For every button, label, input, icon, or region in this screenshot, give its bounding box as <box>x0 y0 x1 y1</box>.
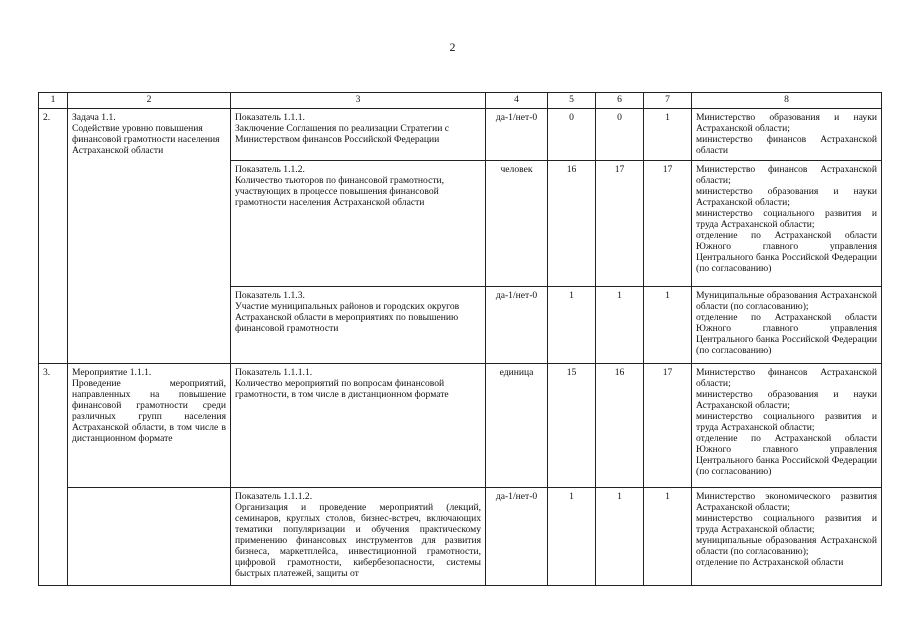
table-row <box>39 488 882 586</box>
value-cell-7: 17 <box>644 364 692 488</box>
indicator-cell <box>231 488 486 586</box>
column-header-6: 6 <box>596 93 644 109</box>
row-number-cell: 3. <box>39 364 68 586</box>
task-cell <box>68 109 231 364</box>
executor-text: Муниципальные образования Астраханской области (по согласованию); отделение по Астраханской области Южного главного управления Центрального банка Российской Федерации (по согласованию) <box>696 290 877 356</box>
row-number-cell: 2. <box>39 109 68 364</box>
column-header-4: 4 <box>486 93 548 109</box>
value-cell-7: 1 <box>644 109 692 161</box>
executor-text: Министерство экономического развития Астраханской области; министерство социального развития и труда Астраханской области; муниципальные образования Астраханской области (по согласованию); отделение по Астраханской области <box>696 491 877 568</box>
value-cell-7: 1 <box>644 488 692 586</box>
indicator-text: Показатель 1.1.2. Количество тьюторов по финансовой грамотности, участвующих в процессе повышения финансовой грамотности населения Астраханской области <box>235 164 445 208</box>
indicator-cell <box>231 109 486 161</box>
unit-cell: да-1/нет-0 <box>486 287 548 364</box>
unit-cell: человек <box>486 161 548 287</box>
value-cell-6: 17 <box>596 161 644 287</box>
value-cell-5: 1 <box>548 287 596 364</box>
value-cell-6: 0 <box>596 109 644 161</box>
table-header-row <box>39 93 882 109</box>
column-header-8: 8 <box>692 93 882 109</box>
indicator-cell <box>231 364 486 488</box>
page-number: 2 <box>449 40 456 54</box>
value-cell-6: 1 <box>596 488 644 586</box>
column-header-5: 5 <box>548 93 596 109</box>
task-cell-empty <box>68 488 231 586</box>
executor-cell <box>692 161 882 287</box>
executor-cell <box>692 287 882 364</box>
executor-cell <box>692 488 882 586</box>
value-cell-6: 16 <box>596 364 644 488</box>
unit-cell: да-1/нет-0 <box>486 109 548 161</box>
executor-cell <box>692 364 882 488</box>
value-cell-5: 1 <box>548 488 596 586</box>
value-cell-5: 0 <box>548 109 596 161</box>
table-row <box>39 364 882 488</box>
indicator-text: Показатель 1.1.1. Заключение Соглашения по реализации Стратегии с Министерством финансов Российской Федерации <box>235 112 450 145</box>
value-cell-6: 1 <box>596 287 644 364</box>
task-cell <box>68 364 231 488</box>
table-row <box>39 109 882 161</box>
indicator-cell <box>231 287 486 364</box>
value-cell-7: 17 <box>644 161 692 287</box>
unit-cell: единица <box>486 364 548 488</box>
indicator-text: Показатель 1.1.1.1. Количество мероприятий по вопросам финансовой грамотности, в том числе в дистанционном формате <box>235 367 449 400</box>
unit-cell: да-1/нет-0 <box>486 488 548 586</box>
indicator-text: Показатель 1.1.3. Участие муниципальных районов и городских округов Астраханской области в мероприятиях по повышению финансовой грамотности <box>235 290 460 334</box>
executor-cell <box>692 109 882 161</box>
task-text: Задача 1.1. Содействие уровню повышения финансовой грамотности населения Астраханской области <box>72 112 220 156</box>
value-cell-5: 16 <box>548 161 596 287</box>
executor-text: Министерство образования и науки Астраханской области; министерство финансов Астраханской области <box>696 112 877 156</box>
column-header-3: 3 <box>231 93 486 109</box>
executor-text: Министерство финансов Астраханской области; министерство образования и науки Астраханской области; министерство социального развития и труда Астраханской области; отделение по Астраханской области Южного главного управления Центрального банка Российской Федерации (по согласованию) <box>696 367 877 477</box>
column-header-2: 2 <box>68 93 231 109</box>
indicator-cell <box>231 161 486 287</box>
value-cell-5: 15 <box>548 364 596 488</box>
indicators-table <box>38 92 882 586</box>
value-cell-7: 1 <box>644 287 692 364</box>
indicator-text: Показатель 1.1.1.2. Организация и проведение мероприятий (лекций, семинаров, круглых столов, бизнес-встреч, включающих тематики популяризации и обучения практическому применению финансовых инструментов для развития бизнеса, маркетплейса, инвестиционной грамотности, цифровой грамотности, кибербезопасности, системы быстрых платежей, защиты от <box>235 491 481 579</box>
column-header-1: 1 <box>39 93 68 109</box>
executor-text: Министерство финансов Астраханской области; министерство образования и науки Астраханской области; министерство социального развития и труда Астраханской области; отделение по Астраханской области Южного главного управления Центрального банка Российской Федерации (по согласованию) <box>696 164 877 274</box>
column-header-7: 7 <box>644 93 692 109</box>
task-text: Мероприятие 1.1.1. Проведение мероприятий, направленных на повышение финансовой грамотности среди различных групп населения Астраханской области, в том числе в дистанционном формате <box>72 367 226 444</box>
